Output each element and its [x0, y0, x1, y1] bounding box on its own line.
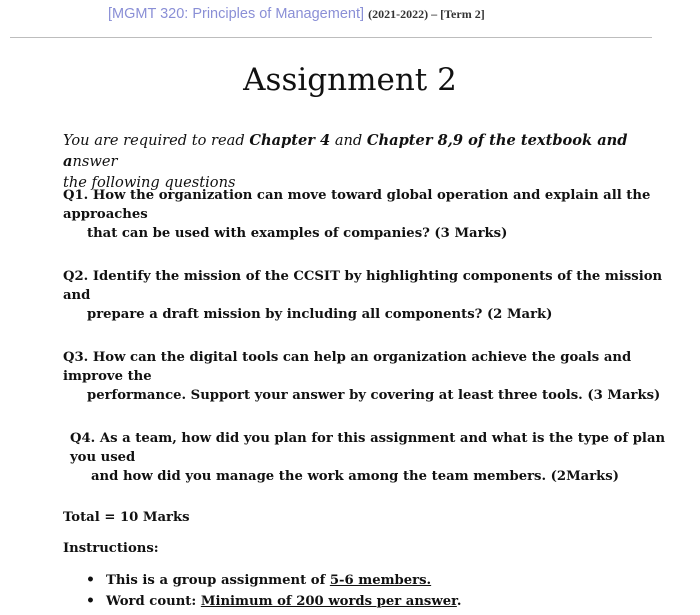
year-term: (2021-2022) – [Term 2]: [368, 7, 485, 21]
question-3: Q3. How can the digital tools can help an organization achieve the goals and improve the performance. Support your answer by covering at least three tools. (3 Marks): [63, 350, 661, 403]
document-header: [108, 6, 485, 22]
question-1: Q1. How the organization can move toward global operation and explain all the approaches that can be used with examples of companies? (3 Marks): [63, 188, 651, 241]
header-divider: [10, 37, 652, 38]
intro-paragraph: You are required to read Chapter 4 and Chapter 8,9 of the textbook and answer the following questions: [63, 132, 628, 191]
course-name: [MGMT 320: Principles of Management]: [108, 6, 365, 22]
page-title: Assignment 2: [243, 62, 457, 98]
list-item: • This is a group assignment of 5-6 members.: [86, 570, 461, 591]
chapter-4: Chapter 4: [249, 132, 331, 149]
total-marks: Total = 10 Marks: [63, 510, 190, 525]
instructions-list: [86, 570, 461, 612]
question-2: Q2. Identify the mission of the CCSIT by highlighting components of the mission and prepare a draft mission by including all components? (2 Mark): [63, 269, 663, 322]
list-item: • Word count: Minimum of 200 words per answer.: [86, 591, 461, 612]
bullet-icon: •: [86, 593, 95, 609]
chapter-8-9: Chapter 8,9: [366, 132, 463, 149]
question-4: Q4. As a team, how did you plan for this assignment and what is the type of plan you used and how did you manage the work among the team members. (2Marks): [70, 431, 666, 484]
bullet-icon: •: [86, 572, 95, 588]
instructions-label: Instructions:: [63, 541, 159, 556]
